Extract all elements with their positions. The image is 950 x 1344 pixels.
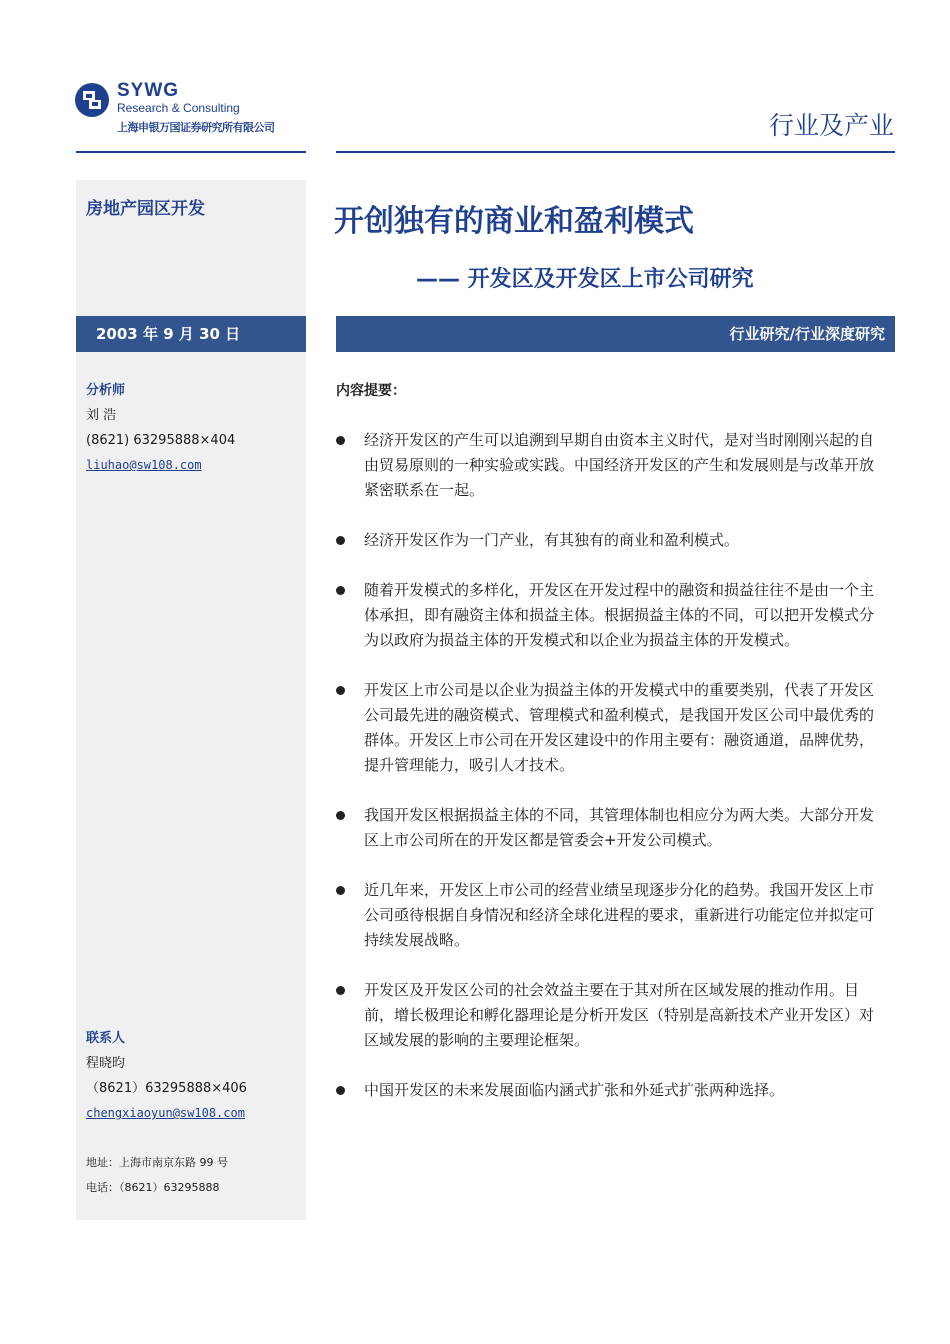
telephone-text: 电话：（8621）63295888 [86,1181,220,1194]
list-item [336,803,881,853]
logo-brand: SYWG [117,80,180,101]
bullet-icon [336,1086,345,1095]
report-title: 开创独有的商业和盈利模式 [334,204,694,239]
category-label: 房地产园区开发 [86,199,205,219]
list-item [336,978,881,1053]
analyst-email-link[interactable]: liuhao@sw108.com [86,458,202,472]
report-date: 2003 年 9 月 30 日 [76,316,306,352]
list-item [336,678,881,778]
bullet-text: 随着开发模式的多样化，开发区在开发过程中的融资和损益往往不是由一个主体承担，即有融资主体和损益主体。根据损益主体的不同，可以把开发模式分为以政府为损益主体的开发模式和以企业为损益主体的开发模式。 [364,581,875,649]
bullet-icon [336,586,345,595]
analyst-phone: (8621) 63295888×404 [86,433,236,448]
bullet-text: 近几年来，开发区上市公司的经营业绩呈现逐步分化的趋势。我国开发区上市公司亟待根据自身情况和经济全球化进程的要求，重新进行功能定位并拟定可持续发展战略。 [364,881,875,949]
contact-heading: 联系人 [86,1031,126,1046]
list-item [336,578,881,653]
analyst-name: 刘 浩 [86,408,117,423]
bullet-text: 中国开发区的未来发展面临内涵式扩张和外延式扩张两种选择。 [364,1081,785,1099]
bullet-icon [336,986,345,995]
bullet-text: 经济开发区的产生可以追溯到早期自由资本主义时代，是对当时刚刚兴起的自由贸易原则的一种实验或实践。中国经济开发区的产生和发展则是与改革开放紧密联系在一起。 [364,431,875,499]
bullet-icon [336,436,345,445]
list-item [336,878,881,953]
contact-email-link[interactable]: chengxiaoyun@sw108.com [86,1106,245,1120]
list-item [336,1078,881,1103]
logo-subtitle: Research & Consulting [117,101,240,115]
bullet-icon [336,536,345,545]
analyst-block [86,378,235,478]
summary-list [336,428,881,1128]
contact-name: 程晓昀 [86,1056,126,1071]
report-type: 行业研究/行业深度研究 [336,316,895,352]
bullet-icon [336,811,345,820]
section-tag: 行业及产业 [768,111,894,140]
contact-block [86,1026,247,1126]
bullet-icon [336,886,345,895]
header-rule-right [336,151,895,153]
address-text: 地址：上海市南京东路 99 号 [86,1156,228,1169]
analyst-heading: 分析师 [86,383,126,398]
bullet-text: 经济开发区作为一门产业，有其独有的商业和盈利模式。 [364,531,740,549]
logo-company-name: 上海申银万国证券研究所有限公司 [117,121,275,134]
list-item [336,528,881,553]
bullet-text: 开发区上市公司是以企业为损益主体的开发模式中的重要类别，代表了开发区公司最先进的融资模式、管理模式和盈利模式，是我国开发区公司中最优秀的群体。开发区上市公司在开发区建设中的作用主要有：融资通道，品牌优势，提升管理能力，吸引人才技术。 [364,681,875,774]
report-subtitle: —— 开发区及开发区上市公司研究 [416,267,754,292]
contact-phone: （8621）63295888×406 [86,1081,247,1096]
bullet-text: 我国开发区根据损益主体的不同，其管理体制也相应分为两大类。大部分开发区上市公司所在的开发区都是管委会+开发公司模式。 [364,806,875,849]
address-block [86,1150,228,1200]
summary-heading: 内容提要： [336,383,406,399]
sywg-logo-icon [74,82,110,118]
bullet-text: 开发区及开发区公司的社会效益主要在于其对所在区域发展的推动作用。目前，增长极理论和孵化器理论是分析开发区（特别是高新技术产业开发区）对区域发展的影响的主要理论框架。 [364,981,875,1049]
sidebar [76,180,306,1220]
bullet-icon [336,686,345,695]
company-logo [74,80,310,136]
list-item [336,428,881,503]
header-rule-left [76,151,306,153]
